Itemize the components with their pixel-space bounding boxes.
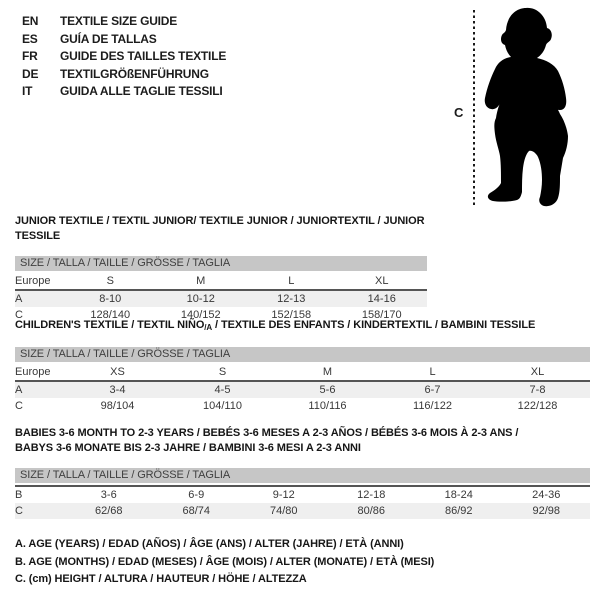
size-table-row [15, 273, 427, 290]
size-table-row [15, 398, 590, 414]
size-value-cell: 68/74 [182, 505, 211, 517]
size-value-cell: 128/140 [90, 309, 131, 321]
table-title: BABIES 3-6 MONTH TO 2-3 YEARS / BEBÉS 3-6 MESES A 2-3 AÑOS / BÉBÉS 3-6 MOIS À 2-3 ANS / BABYS 3-6 MONATE BIS 2-3 JAHRE / BAMBINI 3-6 MESI A 2-3 ANNI [15, 427, 519, 454]
row-label-cell: Europe [15, 275, 51, 287]
size-value-cell: 104/110 [203, 400, 242, 412]
language-guide-title: TEXTILE SIZE GUIDE [60, 14, 178, 28]
legend-note: B. AGE (MONTHS) / EDAD (MESES) / ÂGE (MOIS) / ALTER (MONATE) / ETÀ (MESI) [15, 555, 435, 568]
language-row [22, 31, 226, 49]
size-value-cell: 5-6 [275, 381, 380, 398]
row-label-cell: C [15, 400, 23, 412]
size-value-cell: 86/92 [444, 505, 473, 517]
size-value-cell: XL [375, 275, 389, 287]
language-guide-title: TEXTILGRÖßENFÜHRUNG [60, 66, 209, 81]
size-value-cell: L [288, 275, 295, 287]
legend-notes [15, 536, 434, 589]
language-code: FR [22, 49, 38, 63]
table-title: JUNIOR TEXTILE / TEXTIL JUNIOR/ TEXTILE JUNIOR / JUNIORTEXTIL / JUNIOR TESSILE [15, 215, 425, 242]
size-value-cell: 3-4 [65, 381, 170, 398]
language-title-list [22, 13, 226, 101]
language-code: IT [22, 84, 33, 98]
size-value-cell: 92/98 [532, 505, 561, 517]
size-table-row [15, 503, 590, 519]
size-table-row [15, 381, 590, 398]
size-table-row [15, 486, 590, 503]
size-value-cell: S [106, 275, 114, 287]
size-value-cell: M [322, 366, 333, 378]
language-row [22, 83, 226, 101]
size-value-cell: 7-8 [485, 381, 590, 398]
language-code: EN [22, 14, 39, 28]
junior-textile-table [15, 214, 427, 323]
size-value-cell: 8-10 [65, 290, 156, 307]
size-header-bar: SIZE / TALLA / TAILLE / GRÖSSE / TAGLIA [15, 468, 590, 483]
height-reference-dashed-line [473, 10, 475, 206]
size-header-bar: SIZE / TALLA / TAILLE / GRÖSSE / TAGLIA [15, 347, 590, 362]
size-value-cell: 152/158 [271, 309, 312, 321]
language-guide-title: GUÍA DE TALLAS [60, 31, 157, 46]
size-value-cell: 122/128 [517, 400, 558, 412]
language-row [22, 48, 226, 66]
size-value-cell: XL [530, 366, 545, 378]
size-value-cell: 110/116 [308, 400, 347, 412]
size-grid [15, 273, 427, 323]
size-value-cell: 116/122 [413, 400, 452, 412]
size-value-cell: 74/80 [269, 505, 298, 517]
babies-textile-table [15, 426, 590, 519]
table-title: CHILDREN'S TEXTILE / TEXTIL NIÑO/A / TEXTILE DES ENFANTS / KINDERTEXTIL / BAMBINI TESSILE [15, 319, 536, 332]
size-value-cell: 14-16 [337, 290, 428, 307]
row-label-cell: A [15, 290, 65, 307]
size-value-cell: M [196, 275, 206, 287]
size-value-cell: 12-13 [246, 290, 337, 307]
children-textile-table [15, 318, 590, 414]
size-figure [440, 0, 600, 215]
size-value-cell: 62/68 [94, 505, 123, 517]
size-value-cell: 18-24 [415, 486, 503, 503]
legend-note: C. (cm) HEIGHT / ALTURA / HAUTEUR / HÖHE / ALTEZZA [15, 573, 307, 585]
size-value-cell: 6-7 [380, 381, 485, 398]
language-code: ES [22, 31, 38, 46]
size-grid [15, 364, 590, 414]
legend-note: A. AGE (YEARS) / EDAD (AÑOS) / ÂGE (ANS) / ALTER (JAHRE) / ETÀ (ANNI) [15, 538, 404, 550]
size-value-cell: 9-12 [240, 486, 328, 503]
size-value-cell: 158/170 [361, 309, 402, 321]
size-value-cell: L [429, 366, 436, 378]
size-value-cell: 80/86 [357, 505, 386, 517]
row-label-cell: Europe [15, 366, 51, 378]
toddler-silhouette-icon [480, 6, 595, 211]
row-label-cell: C [15, 505, 23, 517]
size-table-row [15, 290, 427, 307]
size-value-cell: 98/104 [100, 400, 135, 412]
row-label-cell: B [15, 486, 65, 503]
size-value-cell: 6-9 [153, 486, 241, 503]
language-row [22, 13, 226, 31]
size-value-cell: XS [110, 366, 125, 378]
size-grid [15, 485, 590, 519]
size-value-cell: 140/152 [180, 309, 221, 321]
size-table-row [15, 364, 590, 381]
size-value-cell: S [218, 366, 227, 378]
size-value-cell: 3-6 [65, 486, 153, 503]
row-label-cell: C [15, 309, 23, 321]
size-value-cell: 4-5 [170, 381, 275, 398]
language-guide-title: GUIDE DES TAILLES TEXTILE [60, 49, 227, 63]
size-value-cell: 12-18 [328, 486, 416, 503]
row-label-cell: A [15, 381, 65, 398]
size-header-bar: SIZE / TALLA / TAILLE / GRÖSSE / TAGLIA [15, 256, 427, 271]
size-value-cell: 10-12 [156, 290, 247, 307]
height-label: C [454, 105, 464, 120]
size-value-cell: 24-36 [503, 486, 591, 503]
language-guide-title: GUIDA ALLE TAGLIE TESSILI [60, 84, 223, 98]
language-code: DE [22, 66, 39, 81]
language-row [22, 66, 226, 84]
